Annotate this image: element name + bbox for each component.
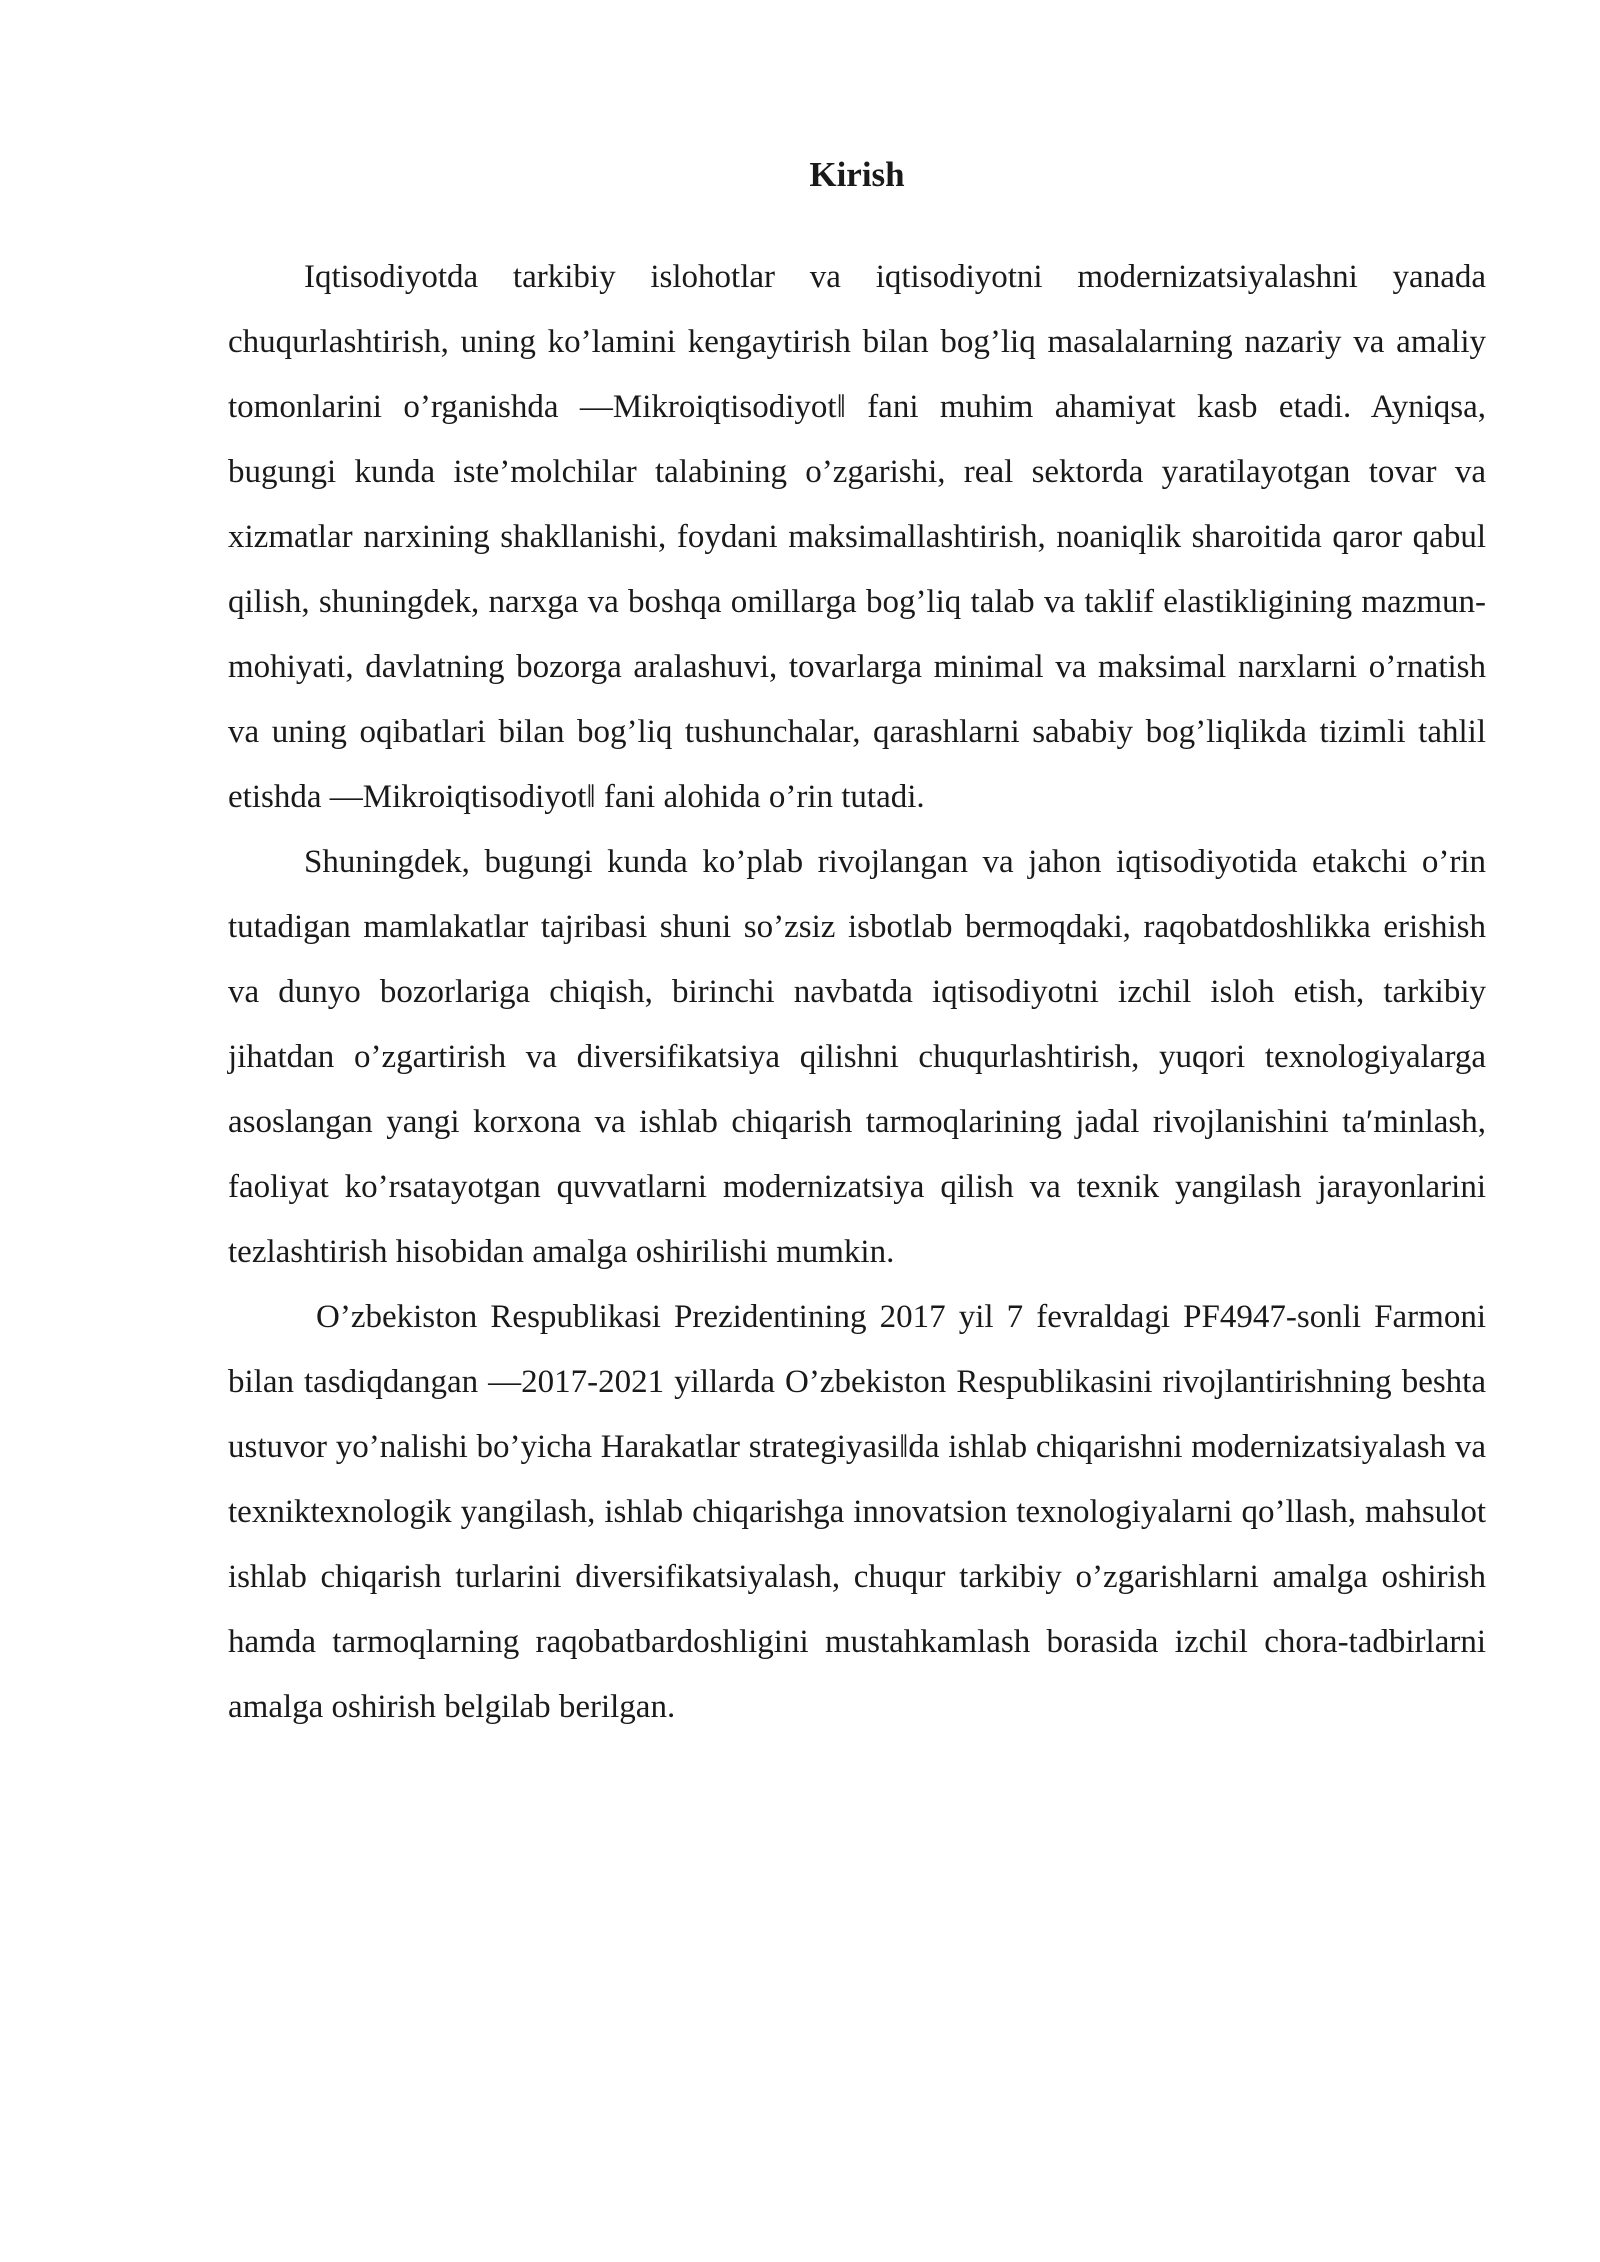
page-title: Kirish bbox=[809, 155, 905, 194]
paragraph-experience: Shuningdek, bugungi kunda ko’plab rivojlangan va jahon iqtisodiyotida etakchi o’rin tutadigan mamlakatlar tajribasi shuni so’zsiz isbotlab bermoqdaki, raqobatdoshlikka erishish va dunyo bozorlariga chiqish, birinchi navbatda iqtisodiyotni izchil isloh etish, tarkibiy jihatdan o’zgartirish va diversifikatsiya qilishni chuqurlashtirish, yuqori texnologiyalarga asoslangan yangi korxona va ishlab chiqarish tarmoqlarining jadal rivojlanishini ta′minlash, faoliyat ko’rsatayotgan quvvatlarni modernizatsiya qilish va texnik yangilash jarayonlarini tezlashtirish hisobidan amalga oshirilishi mumkin. bbox=[228, 844, 1486, 1270]
paragraph-intro: Iqtisodiyotda tarkibiy islohotlar va iqtisodiyotni modernizatsiyalashni yanada chuqurlashtirish, uning ko’lamini kengaytirish bilan bog’liq masalalarning nazariy va amaliy tomonlarini o’rganishda ―Mikroiqtisodiyot‖ fani muhim ahamiyat kasb etadi. Ayniqsa, bugungi kunda iste’molchilar talabining o’zgarishi, real sektorda yaratilayotgan tovar va xizmatlar narxining shakllanishi, foydani maksimallashtirish, noaniqlik sharoitida qaror qabul qilish, shuningdek, narxga va boshqa omillarga bog’liq talab va taklif elastikligining mazmun-mohiyati, davlatning bozorga aralashuvi, tovarlarga minimal va maksimal narxlarni o’rnatish va uning oqibatlari bilan bog’liq tushunchalar, qarashlarni sababiy bog’liqlikda tizimli tahlil etishda ―Mikroiqtisodiyot‖ fani alohida o’rin tutadi. bbox=[228, 259, 1486, 815]
document-body bbox=[228, 145, 1486, 1740]
paragraph-strategy: O’zbekiston Respublikasi Prezidentining 2017 yil 7 fevraldagi PF4947-sonli Farmoni bilan tasdiqdangan ―2017-2021 yillarda O’zbekiston Respublikasini rivojlantirishning beshta ustuvor yo’nalishi bo’yicha Harakatlar strategiyasi‖da ishlab chiqarishni modernizatsiyalash va texniktexnologik yangilash, ishlab chiqarishga innovatsion texnologiyalarni qo’llash, mahsulot ishlab chiqarish turlarini diversifikatsiyalash, chuqur tarkibiy o’zgarishlarni amalga oshirish hamda tarmoqlarning raqobatbardoshligini mustahkamlash borasida izchil chora-tadbirlarni amalga oshirish belgilab berilgan. bbox=[228, 1299, 1486, 1725]
